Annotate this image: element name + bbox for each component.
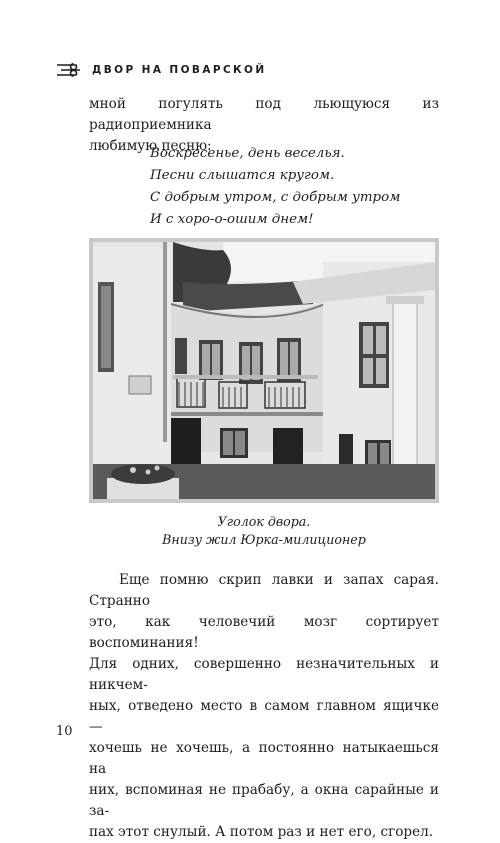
page-number: 10 <box>56 724 73 739</box>
poem-line: Песни слышатся кругом. <box>150 168 335 183</box>
body-paragraph <box>89 570 439 843</box>
text-line: хочешь не хочешь, а постоянно натыкаешься на <box>89 740 439 777</box>
poem-line: И с хоро-о-ошим днем! <box>150 212 314 227</box>
text-line: них, вспоминая не прабабу, а окна сарайные и за- <box>89 782 439 819</box>
poem <box>150 143 400 231</box>
text-line: Для одних, совершенно незначительных и никчем- <box>89 656 439 693</box>
chapter-title: ДВОР НА ПОВАРСКОЙ <box>92 64 267 76</box>
poem-line: С добрым утром, с добрым утром <box>150 190 401 205</box>
text-line: это, как человечий мозг сортирует воспоминания! <box>89 614 439 651</box>
photo-courtyard <box>89 238 439 503</box>
text-line: пах этот снулый. А потом раз и нет его, сгорел. <box>89 824 434 840</box>
courtyard-photo <box>93 242 435 499</box>
caption-line: Внизу жил Юрка-милиционер <box>162 532 366 547</box>
ornament-icon <box>56 62 82 78</box>
running-header <box>56 60 267 80</box>
photo-caption <box>89 513 439 549</box>
text-line: ных, отведено место в самом главном ящичке — <box>89 698 439 735</box>
text-line: мной погулять под льющуюся из радиоприемника <box>89 96 439 133</box>
text-line: Еще помню скрип лавки и запах сарая. Странно <box>89 572 439 609</box>
caption-line: Уголок двора. <box>217 514 311 529</box>
text-line: любимую песню: <box>89 138 212 154</box>
poem-line: Воскресенье, день веселья. <box>150 146 345 161</box>
